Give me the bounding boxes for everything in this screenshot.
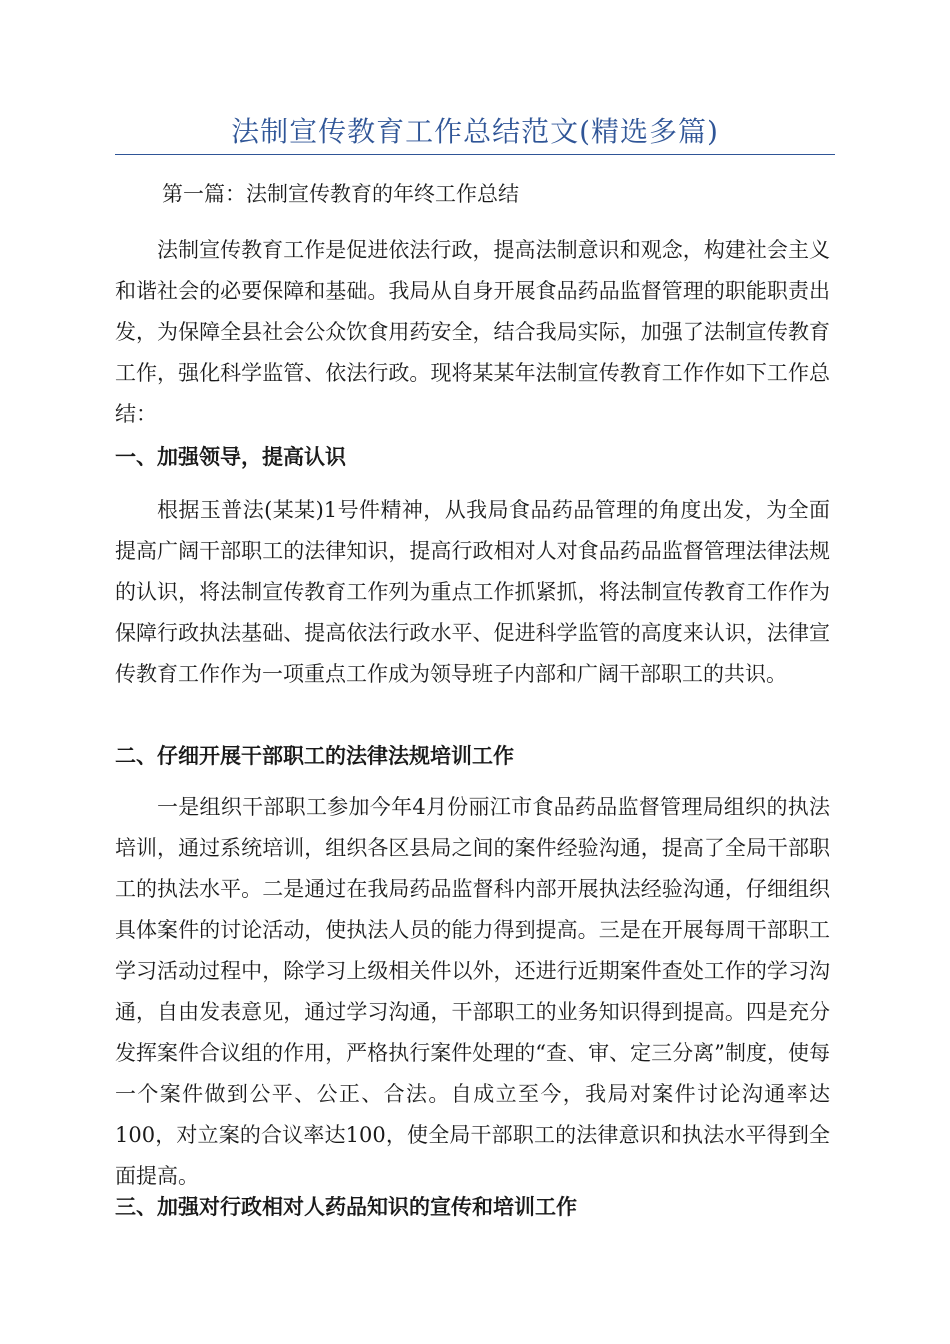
- title-underline: [115, 154, 835, 155]
- section-body-2: 一是组织干部职工参加今年4月份丽江市食品药品监督管理局组织的执法培训，通过系统培训，组织各区县局之间的案件经验沟通，提高了全局干部职工的执法水平。二是通过在我局药品监督科内部开展执法经验沟通，仔细组织具体案件的讨论活动，使执法人员的能力得到提高。三是在开展每周干部职工学习活动过程中，除学习上级相关件以外，还进行近期案件查处工作的学习沟通，自由发表意见，通过学习沟通，干部职工的业务知识得到提高。四是充分发挥案件合议组的作用，严格执行案件处理的“查、审、定三分离”制度，使每一个案件做到公平、公正、合法。自成立至今，我局对案件讨论沟通率达100，对立案的合议率达100，使全局干部职工的法律意识和执法水平得到全面提高。: [115, 795, 830, 1188]
- section-heading-3: 三、加强对行政相对人药品知识的宣传和培训工作: [115, 1194, 577, 1219]
- section-body-1: 根据玉普法(某某)1号件精神，从我局食品药品管理的角度出发，为全面提高广阔干部职工的法律知识，提高行政相对人对食品药品监督管理法律法规的认识，将法制宣传教育工作列为重点工作抓紧抓，将法制宣传教育工作作为保障行政执法基础、提高依法行政水平、促进科学监管的高度来认识，法律宣传教育工作作为一项重点工作成为领导班子内部和广阔干部职工的共识。: [115, 498, 830, 686]
- section-heading-1: 一、加强领导，提高认识: [115, 444, 346, 469]
- document-title: 法制宣传教育工作总结范文(精选多篇): [231, 115, 719, 148]
- article-subtitle: 第一篇：法制宣传教育的年终工作总结: [162, 182, 519, 206]
- intro-paragraph: 法制宣传教育工作是促进依法行政，提高法制意识和观念，构建社会主义和谐社会的必要保障和基础。我局从自身开展食品药品监督管理的职能职责出发，为保障全县社会公众饮食用药安全，结合我局实际，加强了法制宣传教育工作，强化科学监管、依法行政。现将某某年法制宣传教育工作作如下工作总结：: [115, 238, 830, 426]
- section-heading-2: 二、仔细开展干部职工的法律法规培训工作: [115, 743, 514, 768]
